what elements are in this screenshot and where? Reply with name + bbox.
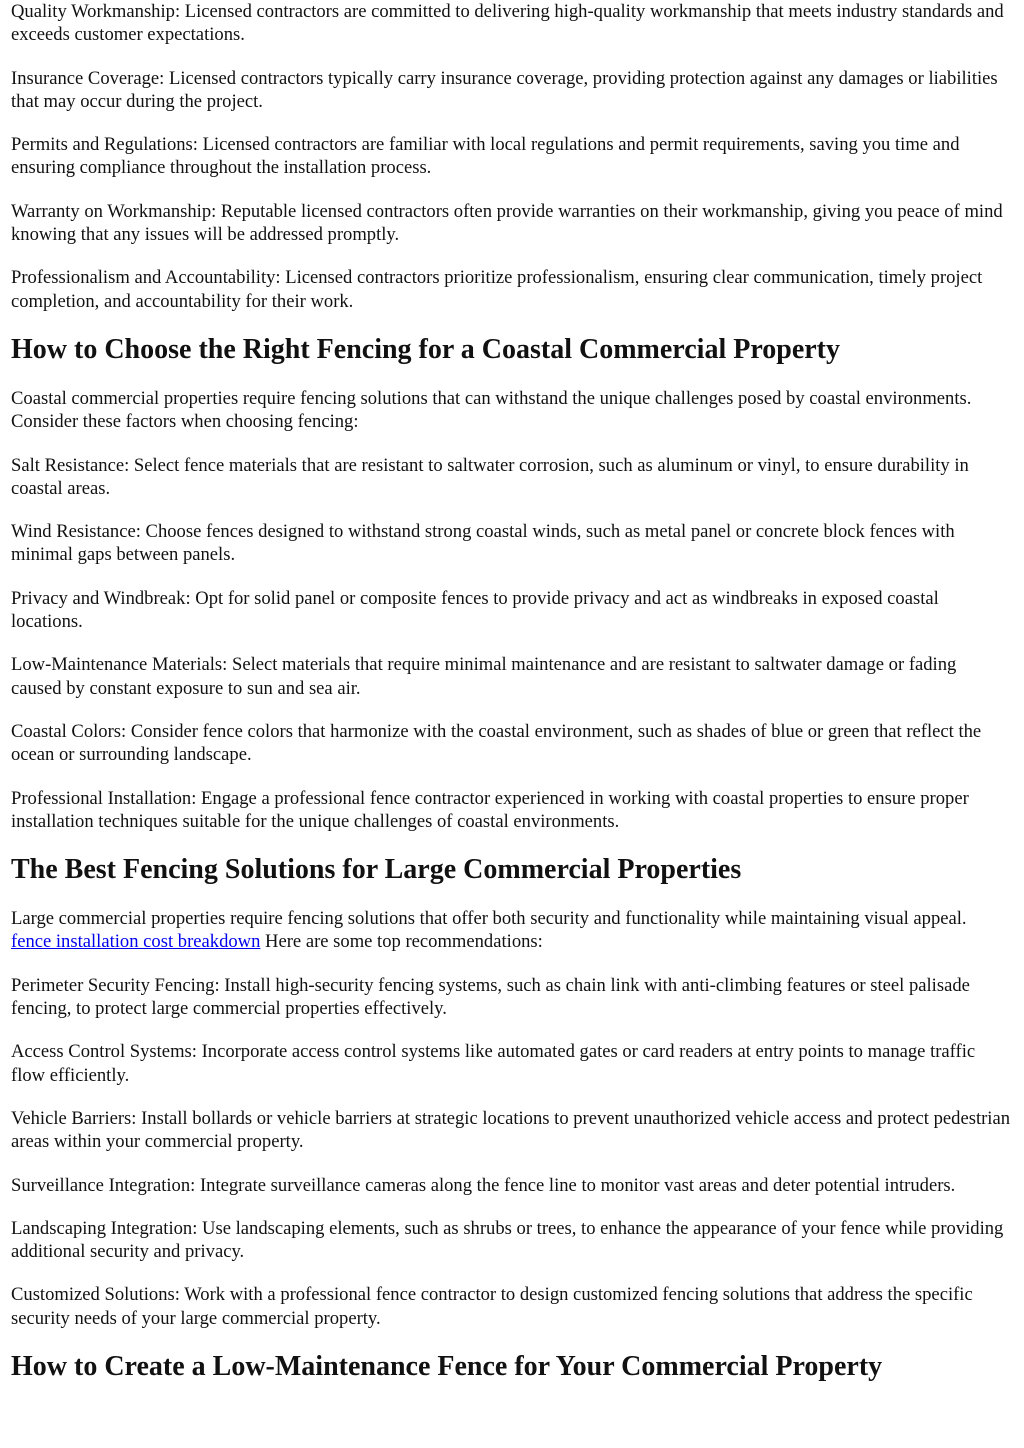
paragraph-coastal-intro: Coastal commercial properties require fencing solutions that can withstand the unique challenges posed by coastal environments. Consider these factors when choosing fencing: <box>11 387 972 433</box>
paragraph-perimeter-security: Perimeter Security Fencing: Install high-security fencing systems, such as chain link with anti-climbing features or steel palisade fencing, to protect large commercial properties effectively. <box>11 974 970 1020</box>
large-intro-after: Here are some top recommendations: <box>260 931 543 953</box>
heading-low-maintenance-fence: How to Create a Low-Maintenance Fence for Your Commercial Property <box>11 1350 883 1382</box>
paragraph-quality-workmanship: Quality Workmanship: Licensed contractors are committed to delivering high-quality workmanship that meets industry standards and exceeds customer expectations. <box>11 1 1004 46</box>
paragraph-privacy-windbreak: Privacy and Windbreak: Opt for solid panel or composite fences to provide privacy and act as windbreaks in exposed coastal locations. <box>11 587 939 633</box>
paragraph-large-intro <box>11 907 1011 954</box>
document-page <box>11 0 1011 1404</box>
paragraph-permits-regulations: Permits and Regulations: Licensed contractors are familiar with local regulations and permit requirements, saving you time and ensuring compliance throughout the installation process. <box>11 134 960 179</box>
paragraph-insurance-coverage: Insurance Coverage: Licensed contractors typically carry insurance coverage, providing protection against any damages or liabilities that may occur during the project. <box>11 67 998 112</box>
paragraph-coastal-colors: Coastal Colors: Consider fence colors that harmonize with the coastal environment, such as shades of blue or green that reflect the ocean or surrounding landscape. <box>11 720 982 766</box>
paragraph-landscaping-integration: Landscaping Integration: Use landscaping elements, such as shrubs or trees, to enhance the appearance of your fence while providing additional security and privacy. <box>11 1217 1004 1263</box>
paragraph-customized-solutions: Customized Solutions: Work with a professional fence contractor to design customized fencing solutions that address the specific security needs of your large commercial property. <box>11 1284 973 1329</box>
paragraph-salt-resistance: Salt Resistance: Select fence materials that are resistant to saltwater corrosion, such as aluminum or vinyl, to ensure durability in coastal areas. <box>11 454 969 499</box>
paragraph-surveillance-integration: Surveillance Integration: Integrate surveillance cameras along the fence line to monitor vast areas and deter potential intruders. <box>11 1174 956 1196</box>
heading-coastal-fencing: How to Choose the Right Fencing for a Coastal Commercial Property <box>11 333 840 365</box>
paragraph-access-control: Access Control Systems: Incorporate access control systems like automated gates or card readers at entry points to manage traffic flow efficiently. <box>11 1041 976 1086</box>
paragraph-warranty-workmanship: Warranty on Workmanship: Reputable licensed contractors often provide warranties on their workmanship, giving you peace of mind knowing that any issues will be addressed promptly. <box>11 200 1003 246</box>
paragraph-low-maintenance-materials: Low-Maintenance Materials: Select materials that require minimal maintenance and are resistant to saltwater damage or fading caused by constant exposure to sun and sea air. <box>11 654 957 699</box>
heading-large-properties: The Best Fencing Solutions for Large Commercial Properties <box>11 854 742 886</box>
fence-installation-cost-link[interactable]: fence installation cost breakdown <box>11 931 261 953</box>
paragraph-vehicle-barriers: Vehicle Barriers: Install bollards or vehicle barriers at strategic locations to prevent unauthorized vehicle access and protect pedestrian areas within your commercial property. <box>11 1107 1011 1153</box>
paragraph-wind-resistance: Wind Resistance: Choose fences designed to withstand strong coastal winds, such as metal panel or concrete block fences with minimal gaps between panels. <box>11 521 955 566</box>
large-intro-before: Large commercial properties require fencing solutions that offer both security and functionality while maintaining visual appeal. <box>11 908 967 930</box>
paragraph-professional-installation: Professional Installation: Engage a professional fence contractor experienced in working with coastal properties to ensure proper installation techniques suitable for the unique challenges of coastal environments. <box>11 787 969 832</box>
paragraph-professionalism-accountability: Professionalism and Accountability: Licensed contractors prioritize professionalism, ensuring clear communication, timely project completion, and accountability for their work. <box>11 267 983 312</box>
